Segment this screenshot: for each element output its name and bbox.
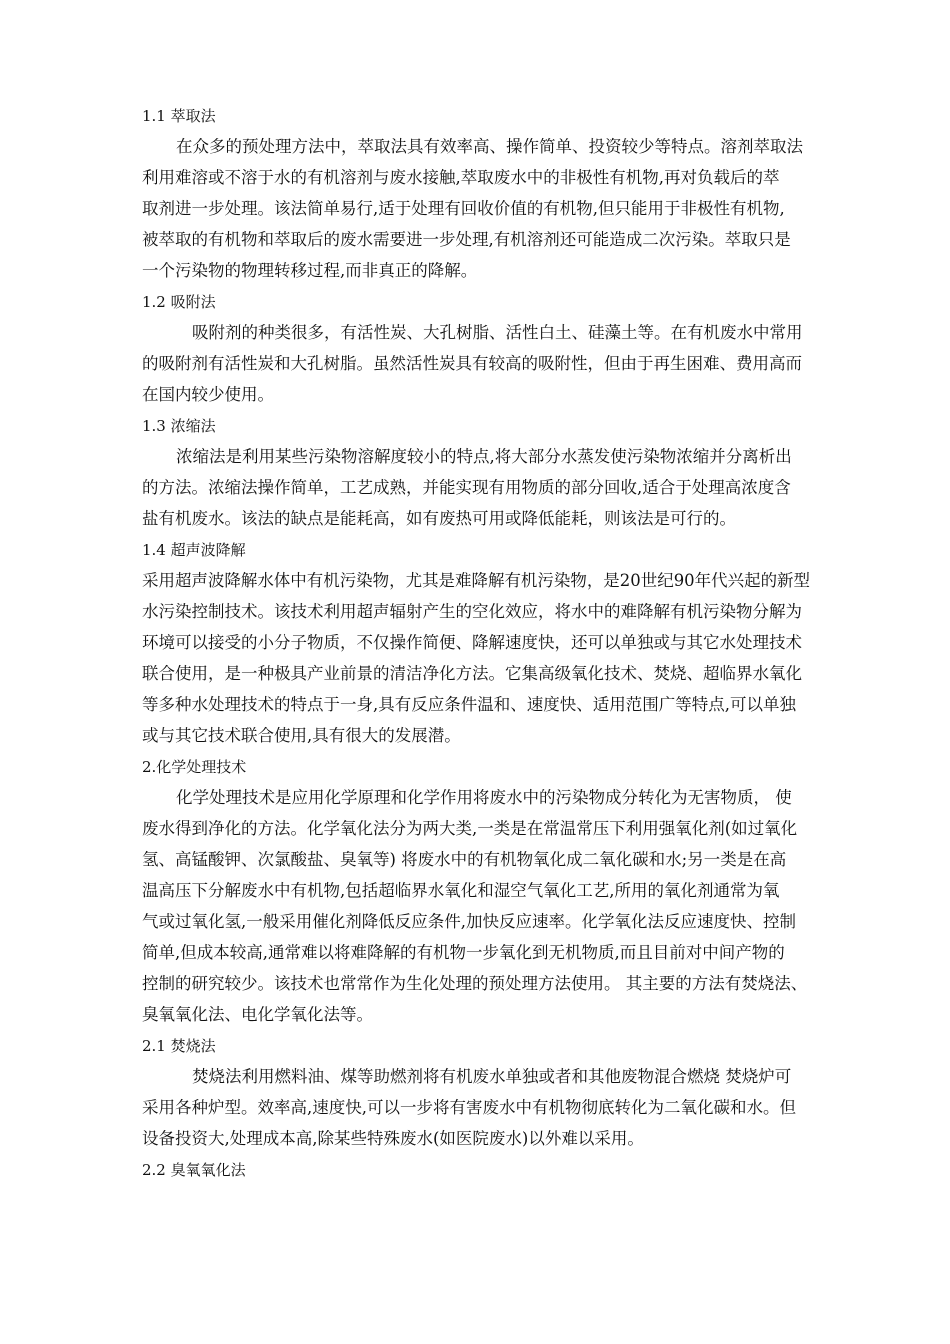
paragraph-line: 废水得到净化的方法。化学氧化法分为两大类,一类是在常温常压下利用强氧化剂(如过氧化 (142, 819, 798, 838)
paragraph-line: 氢、高锰酸钾、次氯酸盐、臭氧等) 将废水中的有机物氧化成二氧化碳和水;另一类是在高 (142, 850, 787, 869)
section-heading-1-1: 1.1 萃取法 (142, 107, 216, 125)
paragraph-line: 联合使用，是一种极具产业前景的清洁净化方法。它集高级氧化技术、焚烧、超临界水氧化 (142, 664, 802, 683)
paragraph-line: 在众多的预处理方法中，萃取法具有效率高、操作简单、投资较少等特点。溶剂萃取法 (176, 137, 803, 156)
paragraph-line: 的吸附剂有活性炭和大孔树脂。虽然活性炭具有较高的吸附性，但由于再生困难、费用高而 (142, 354, 802, 373)
section-heading-1-3: 1.3 浓缩法 (142, 417, 216, 435)
paragraph-line: 臭氧氧化法、电化学氧化法等。 (142, 1005, 373, 1024)
paragraph-line: 设备投资大,处理成本高,除某些特殊废水(如医院废水)以外难以采用。 (142, 1129, 644, 1148)
paragraph-line: 的方法。浓缩法操作简单，工艺成熟，并能实现有用物质的部分回收,适合于处理高浓度含 (142, 478, 791, 497)
paragraph-line: 简单,但成本较高,通常难以将难降解的有机物一步氧化到无机物质,而且目前对中间产物的 (142, 943, 785, 962)
paragraph-line: 化学处理技术是应用化学原理和化学作用将废水中的污染物成分转化为无害物质， 使 (176, 788, 792, 807)
paragraph-line: 环境可以接受的小分子物质，不仅操作简便、降解速度快，还可以单独或与其它水处理技术 (142, 633, 802, 652)
paragraph-line: 被萃取的有机物和萃取后的废水需要进一步处理,有机溶剂还可能造成二次污染。萃取只是 (142, 230, 791, 249)
paragraph-line: 等多种水处理技术的特点于一身,具有反应条件温和、速度快、适用范围广等特点,可以单独 (142, 695, 796, 714)
paragraph-line: 浓缩法是利用某些污染物溶解度较小的特点,将大部分水蒸发使污染物浓缩并分离析出 (176, 447, 792, 466)
paragraph-line: 或与其它技术联合使用,具有很大的发展潜。 (142, 726, 461, 745)
section-heading-2-2: 2.2 臭氧氧化法 (142, 1161, 246, 1179)
paragraph-line: 焚烧法利用燃料油、煤等助燃剂将有机废水单独或者和其他废物混合燃烧 焚烧炉可 (192, 1067, 792, 1086)
paragraph-line: 在国内较少使用。 (142, 385, 274, 404)
section-heading-1-4: 1.4 超声波降解 (142, 541, 246, 559)
paragraph-line: 盐有机废水。该法的缺点是能耗高，如有废热可用或降低能耗，则该法是可行的。 (142, 509, 736, 528)
paragraph-line: 取剂进一步处理。该法简单易行,适于处理有回收价值的有机物,但只能用于非极性有机物, (142, 199, 785, 218)
paragraph-line: 温高压下分解废水中有机物,包括超临界水氧化和湿空气氧化工艺,所用的氧化剂通常为氧 (142, 881, 780, 900)
paragraph-line: 利用难溶或不溶于水的有机溶剂与废水接触,萃取废水中的非极性有机物,再对负载后的萃 (142, 168, 780, 187)
paragraph-line: 一个污染物的物理转移过程,而非真正的降解。 (142, 261, 478, 280)
paragraph-line: 控制的研究较少。该技术也常常作为生化处理的预处理方法使用。 其主要的方法有焚烧法、 (142, 974, 808, 993)
paragraph-line: 采用各种炉型。效率高,速度快,可以一步将有害废水中有机物彻底转化为二氧化碳和水。但 (142, 1098, 796, 1117)
paragraph-line: 吸附剂的种类很多，有活性炭、大孔树脂、活性白土、硅藻土等。在有机废水中常用 (192, 323, 803, 342)
paragraph-line: 气或过氧化氢,一般采用催化剂降低反应条件,加快反应速率。化学氧化法反应速度快、控制 (142, 912, 796, 931)
section-heading-2: 2.化学处理技术 (142, 758, 247, 776)
section-heading-2-1: 2.1 焚烧法 (142, 1037, 216, 1055)
section-heading-1-2: 1.2 吸附法 (142, 293, 216, 311)
paragraph-line: 采用超声波降解水体中有机污染物，尤其是难降解有机污染物，是20世纪90年代兴起的新型 (142, 571, 810, 590)
paragraph-line: 水污染控制技术。该技术利用超声辐射产生的空化效应，将水中的难降解有机污染物分解为 (142, 602, 802, 621)
